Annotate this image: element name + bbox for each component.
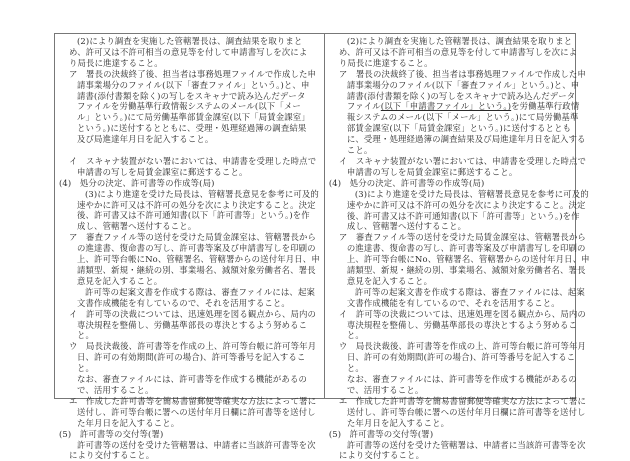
- text-line: [329, 374, 590, 385]
- left-column-old-text: [55, 34, 325, 461]
- text-line: [329, 320, 590, 331]
- text-line: [59, 418, 320, 429]
- text-segment: イ 許可等の決裁については、迅速処理を図る観点から、局内の: [69, 308, 317, 319]
- text-segment: という。)に送付するとともに、受理・処理経過簿の調査結果: [77, 123, 307, 134]
- text-segment: で、活用すること。: [346, 385, 424, 395]
- text-line: [329, 58, 590, 69]
- text-line: [329, 287, 590, 298]
- text-segment: ファイル: [346, 101, 381, 112]
- text-segment: ア 審査ファイル等の送付を受けた局賃金課室は、管轄署長から: [338, 232, 586, 243]
- text-segment: ル」という。)にて局労働基準部賃金課室(以下「局賃金課室」: [77, 112, 310, 123]
- text-segment: 送付し、許可等台帳に署への送付年月日欄に許可書等を送付し: [77, 406, 316, 417]
- text-line: [329, 221, 590, 232]
- text-segment: め、許可又は不許可相当の意見等を付して申請書写しを次によ: [338, 46, 578, 57]
- underlined-revision: (以下「申請書ファイル」という。): [380, 101, 512, 112]
- text-segment: り局長に進達すること。: [69, 57, 163, 68]
- text-segment: (4) 処分の決定、許可書等の作成等(局): [328, 177, 485, 188]
- text-segment: (2)により調査を実施した管轄署長は、調査結果を取りまと: [77, 36, 303, 46]
- text-segment: 許可等の起案文書を作成する際は、審査ファイルには、起案: [85, 286, 316, 297]
- text-segment: 意見を記入すること。: [346, 275, 433, 286]
- text-segment: 速やかに許可又は不許可の処分を次により決定すること。決定: [346, 199, 586, 210]
- text-line: [59, 232, 320, 243]
- text-segment: ファイルを労働基準行政情報システムのメール(以下「メー: [77, 101, 301, 112]
- text-line: [329, 134, 590, 145]
- text-segment: と。: [346, 330, 364, 341]
- text-segment: イ 許可等の決裁については、迅速処理を図る観点から、局内の: [338, 308, 586, 319]
- text-line: [59, 298, 320, 309]
- text-line: [329, 112, 590, 123]
- text-segment: で、活用すること。: [77, 384, 154, 395]
- text-segment: 申請書の写しを局賃金課室に郵送すること。: [77, 166, 248, 177]
- text-line: [329, 418, 590, 429]
- text-line: [59, 341, 320, 352]
- text-segment: 文書作成機能を有しているので、それを活用すること。: [346, 297, 560, 308]
- text-segment: 許可書等の送付を受けた管轄署は、申請者に当該許可書等を次: [346, 439, 586, 450]
- text-line: [329, 211, 590, 222]
- text-line: [329, 341, 590, 352]
- text-segment: 文書作成機能を有しているので、それを活用すること。: [77, 297, 290, 308]
- blank-line: [59, 145, 320, 156]
- text-segment: 請事業場分のファイル(以下「審査ファイル」という。)と、申: [77, 79, 310, 90]
- text-segment: の進達書、復命書の写し、許可書等案及び申請書写しを印刷の: [77, 243, 316, 254]
- text-line: [59, 330, 320, 341]
- text-segment: た年月日を記入すること。: [77, 417, 180, 428]
- text-line: [59, 123, 320, 134]
- text-line: [329, 47, 590, 58]
- text-segment: 専決規程を整備し、労働基準部長の専決とするよう努めるこ: [77, 319, 308, 330]
- text-line: [59, 91, 320, 102]
- text-segment: 日、許可の有効期間(許可の場合)、許可等番号を記入するこ: [346, 352, 576, 363]
- text-segment: により交付すること。: [338, 450, 425, 461]
- text-segment: ア 審査ファイル等の送付を受けた局賃金課室は、管轄署長から: [69, 232, 317, 243]
- text-segment: 請類型、新規・継続の別、事業場名、減額対象労働者名、署長: [77, 265, 316, 276]
- text-line: [329, 145, 590, 156]
- text-segment: 上、許可等台帳にNo、管轄署名、管轄署からの送付年月日、申: [77, 254, 320, 265]
- text-segment: (5) 許可書等の交付等(署): [328, 428, 434, 439]
- text-segment: 成し、管轄署へ送付すること。: [346, 221, 467, 232]
- text-line: [329, 178, 590, 189]
- text-segment: なお、審査ファイルには、許可書等を作成する機能があるの: [77, 374, 308, 385]
- text-line: [59, 276, 320, 287]
- text-segment: (4) 処分の決定、許可書等の作成等(局): [59, 177, 215, 188]
- text-line: [59, 374, 320, 385]
- text-segment: (2)により調査を実施した管轄署長は、調査結果を取りまと: [346, 36, 573, 46]
- text-segment: ア 署長の決裁終了後、担当者は事務処理ファイルで作成した申: [69, 68, 317, 79]
- text-segment: 速やかに許可又は不許可の処分を次により決定すること。決定: [77, 199, 316, 210]
- text-line: [59, 265, 320, 276]
- text-line: [59, 80, 320, 91]
- text-line: [329, 243, 590, 254]
- text-line: [59, 254, 320, 265]
- text-line: [59, 156, 320, 167]
- text-line: [329, 80, 590, 91]
- text-line: [329, 189, 590, 200]
- text-line: [329, 101, 590, 112]
- text-line: [329, 91, 590, 102]
- text-line: [329, 385, 590, 396]
- text-line: [329, 167, 590, 178]
- text-segment: 報システムのメール(以下「メール」という。)にて局労働基準: [346, 112, 579, 123]
- text-segment: 日、許可の有効期間(許可の場合)、許可等番号を記入するこ: [77, 352, 306, 363]
- text-line: [329, 450, 590, 461]
- text-segment: ウ 局長決裁後、許可書等を作成の上、許可等台帳に許可等年月: [338, 341, 587, 352]
- text-line: [329, 123, 590, 134]
- text-line: [59, 385, 320, 396]
- text-segment: り局長に進達すること。: [338, 57, 433, 68]
- text-segment: なお、審査ファイルには、許可書等を作成する機能があるの: [346, 374, 577, 385]
- text-segment: 専決規程を整備し、労働基準部長の専決とするよう努めるこ: [346, 319, 578, 330]
- text-line: [59, 69, 320, 80]
- text-line: [59, 47, 320, 58]
- text-line: [329, 440, 590, 451]
- text-segment: イ スキャナ装置がない署においては、申請書を受理した時点で: [69, 155, 317, 166]
- text-segment: 請書(添付書類を除く)の写しをスキャナで読み込んだデータ: [346, 90, 576, 101]
- text-line: [59, 440, 320, 451]
- text-segment: に、受理・処理経過簿の調査結果及び局進達年月日を記入する: [346, 134, 586, 145]
- text-line: [329, 69, 590, 80]
- text-segment: エ 作成した許可書等を簡易書留郵便等確実な方法によって署に: [69, 395, 317, 406]
- right-column-new-text: [325, 34, 594, 461]
- text-segment: 許可等の起案文書を作成する際は、審査ファイルには、起案: [354, 286, 585, 297]
- text-segment: 送付し、許可等台帳に署への送付年月日欄に許可書等を送付し: [346, 406, 586, 417]
- text-line: [329, 429, 590, 440]
- text-line: [59, 112, 320, 123]
- text-segment: を労働基準行政情: [511, 101, 580, 112]
- text-line: [59, 178, 320, 189]
- text-segment: 許可書等の送付を受けた管轄署は、申請者に当該許可書等を次: [77, 439, 316, 450]
- text-segment: 成し、管轄署へ送付すること。: [77, 221, 197, 232]
- text-line: [59, 200, 320, 211]
- text-line: [59, 309, 320, 320]
- text-segment: 上、許可等台帳にNo、管轄署名、管轄署からの送付年月日、申: [346, 254, 590, 265]
- text-segment: 部賃金課室(以下「局賃金課室」という。)に送付するととも: [346, 123, 572, 134]
- text-line: [329, 232, 590, 243]
- comparison-table: [54, 33, 590, 461]
- text-segment: (3)により進達を受けた局長は、管轄署長意見を参考に可及的: [85, 188, 319, 199]
- text-line: [329, 396, 590, 407]
- text-line: [59, 189, 320, 200]
- text-segment: と。: [77, 330, 95, 341]
- text-line: [329, 407, 590, 418]
- text-line: [59, 58, 320, 69]
- text-segment: 請書(添付書類を除く)の写しをスキャナで読み込んだデータ: [77, 90, 306, 101]
- text-line: [329, 330, 590, 341]
- text-line: [59, 101, 320, 112]
- text-segment: 請事業場分のファイル(以下「審査ファイル」という。)と、申: [346, 79, 580, 90]
- text-line: [329, 254, 590, 265]
- text-segment: め、許可又は不許可相当の意見等を付して申請書写しを次によ: [69, 46, 308, 57]
- text-line: [59, 396, 320, 407]
- text-line: [329, 276, 590, 287]
- text-segment: イ スキャナ装置がない署においては、申請書を受理した時点で: [338, 155, 587, 166]
- text-segment: た年月日を記入すること。: [346, 417, 450, 428]
- text-line: [329, 309, 590, 320]
- text-line: [59, 167, 320, 178]
- text-line: [329, 36, 590, 47]
- text-segment: エ 作成した許可書等を簡易書留郵便等確実な方法によって署に: [338, 395, 587, 406]
- text-segment: の進達書、復命書の写し、許可書等案及び申請書写しを印刷の: [346, 243, 586, 254]
- text-line: [59, 363, 320, 374]
- text-line: [59, 407, 320, 418]
- text-line: [329, 156, 590, 167]
- text-line: [59, 287, 320, 298]
- text-line: [59, 320, 320, 331]
- text-line: [59, 134, 320, 145]
- text-line: [59, 429, 320, 440]
- text-segment: により交付すること。: [69, 450, 155, 461]
- text-segment: (5) 許可書等の交付等(署): [59, 428, 164, 439]
- text-segment: 後、許可書又は不許可通知書(以下「許可書等」という。)を作: [346, 210, 580, 221]
- text-segment: ア 署長の決裁終了後、担当者は事務処理ファイルで作成した申: [338, 68, 586, 79]
- text-line: [329, 363, 590, 374]
- text-line: [59, 352, 320, 363]
- text-line: [59, 243, 320, 254]
- text-line: [329, 352, 590, 363]
- text-line: [59, 221, 320, 232]
- text-segment: 申請書の写しを局賃金課室に郵送すること。: [346, 166, 518, 177]
- text-line: [59, 36, 320, 47]
- text-segment: こと。: [346, 145, 373, 156]
- text-segment: ウ 局長決裁後、許可書等を作成の上、許可等台帳に許可等年月: [69, 341, 317, 352]
- text-segment: 意見を記入すること。: [77, 275, 163, 286]
- text-segment: 後、許可書又は不許可通知書(以下「許可書等」という。)を作: [77, 210, 310, 221]
- text-segment: 及び局進達年月日を記入すること。: [77, 134, 214, 145]
- text-line: [59, 210, 320, 221]
- text-line: [59, 450, 320, 461]
- text-segment: と。: [346, 363, 364, 374]
- text-line: [329, 265, 590, 276]
- text-line: [329, 200, 590, 211]
- text-line: [329, 298, 590, 309]
- text-segment: 請類型、新規・継続の別、事業場名、減額対象労働者名、署長: [346, 265, 586, 276]
- text-segment: (3)により進達を受けた局長は、管轄署長意見を参考に可及的: [354, 188, 589, 199]
- text-segment: と。: [77, 363, 95, 374]
